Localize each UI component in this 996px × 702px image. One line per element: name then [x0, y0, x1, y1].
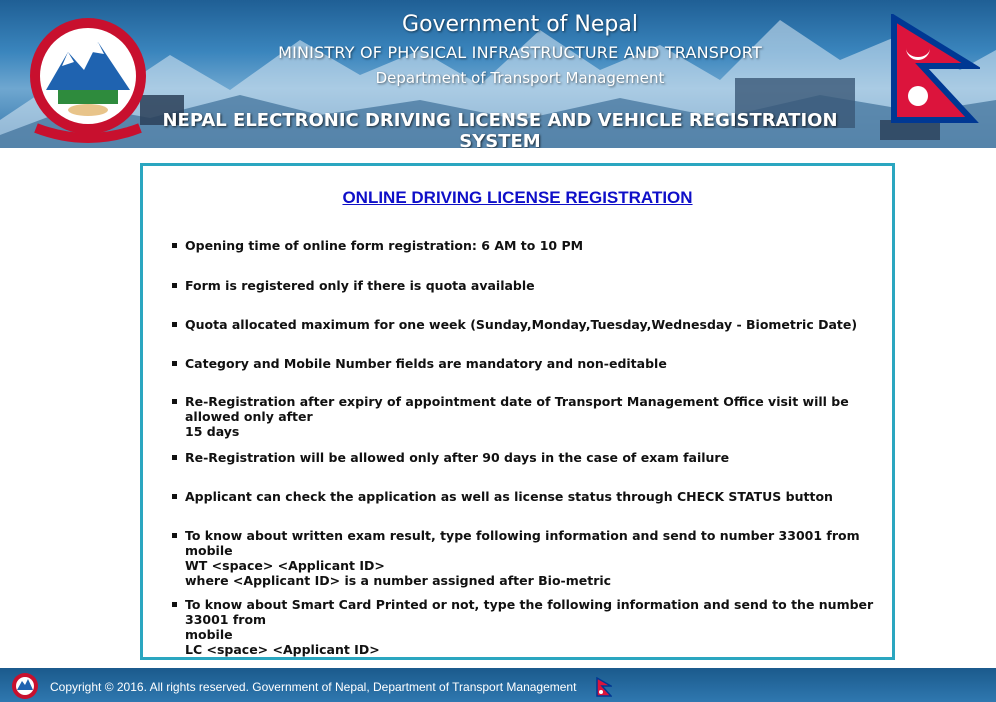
footer-bar	[0, 668, 996, 702]
bullet-icon	[172, 494, 177, 499]
header-banner	[0, 0, 996, 148]
note-line: Re-Registration will be allowed only after 90 days in the case of exam failure	[185, 450, 730, 465]
note-line: where <Applicant ID> is a number assigned after Bio-metric	[185, 573, 612, 588]
note-line: LC <space> <Applicant ID>	[185, 642, 380, 657]
note-line: To know about written exam result, type following information and send to number 33001 from mobile	[185, 528, 860, 558]
note-line: Opening time of online form registration: 6 AM to 10 PM	[185, 238, 584, 253]
bullet-icon	[172, 455, 177, 460]
note-line: To know about Smart Card Printed or not, type the following information and send to the number 33001 from	[185, 597, 874, 627]
note-item	[185, 317, 891, 332]
note-line: 15 days	[185, 424, 240, 439]
note-line: Re-Registration after expiry of appointment date of Transport Management Office visit will be allowed only after	[185, 394, 849, 424]
note-item	[185, 450, 891, 465]
note-item	[185, 356, 891, 371]
nepal-emblem-icon	[18, 12, 158, 144]
bullet-icon	[172, 533, 177, 538]
note-item	[185, 238, 891, 253]
bullet-icon	[172, 243, 177, 248]
note-line: Form is registered only if there is quota available	[185, 278, 535, 293]
page-title: ONLINE DRIVING LICENSE REGISTRATION	[342, 188, 693, 207]
note-line: WT <space> <Applicant ID>	[185, 558, 385, 573]
copyright-text: Copyright © 2016. All rights reserved. Government of Nepal, Department of Transport Management	[50, 680, 577, 694]
bullet-icon	[172, 399, 177, 404]
footer-emblem-icon	[10, 672, 40, 700]
note-item	[185, 394, 891, 439]
nepal-flag-icon	[888, 14, 980, 126]
note-line: Applicant can check the application as well as license status through CHECK STATUS button	[185, 489, 833, 504]
bullet-icon	[172, 361, 177, 366]
note-line: Quota allocated maximum for one week (Sunday,Monday,Tuesday,Wednesday - Biometric Date)	[185, 317, 858, 332]
department-title: Department of Transport Management	[375, 69, 665, 87]
note-line: mobile	[185, 627, 233, 642]
ministry-title: MINISTRY OF PHYSICAL INFRASTRUCTURE AND TRANSPORT	[278, 43, 762, 62]
note-item	[185, 597, 891, 657]
footer-flag-icon	[596, 677, 612, 697]
system-title: NEPAL ELECTRONIC DRIVING LICENSE AND VEHICLE REGISTRATION SYSTEM	[162, 110, 838, 148]
note-item	[185, 278, 891, 293]
note-line: Category and Mobile Number fields are mandatory and non-editable	[185, 356, 667, 371]
bullet-icon	[172, 322, 177, 327]
bullet-icon	[172, 283, 177, 288]
registration-info-panel	[140, 163, 895, 660]
bullet-icon	[172, 602, 177, 607]
government-title: Government of Nepal	[402, 12, 638, 37]
note-item	[185, 489, 891, 504]
note-item	[185, 528, 891, 588]
